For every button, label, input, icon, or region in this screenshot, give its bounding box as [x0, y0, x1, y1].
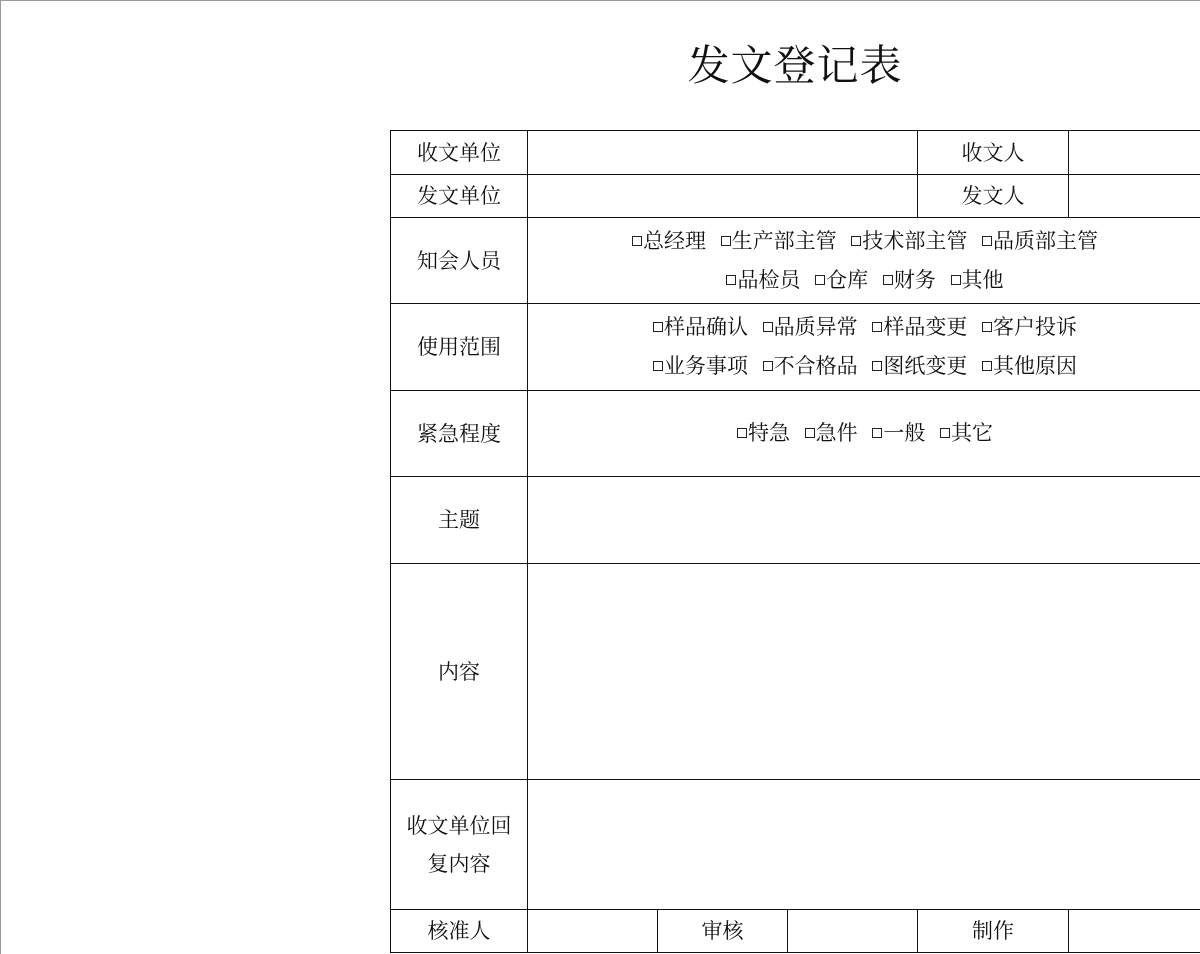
checkbox-icon	[851, 236, 861, 246]
urgency-options	[528, 391, 1200, 477]
checkbox-sample-confirm[interactable]: 样品确认	[653, 315, 748, 339]
checkbox-icon	[872, 322, 882, 332]
label-subject: 主题	[391, 477, 528, 564]
table-row-urgency	[391, 391, 1200, 477]
checkbox-icon	[763, 322, 773, 332]
label-send-unit: 发文单位	[391, 175, 528, 218]
checkbox-urgent[interactable]: 急件	[805, 421, 858, 445]
field-receiver[interactable]	[1069, 131, 1200, 175]
checkbox-normal[interactable]: 一般	[872, 421, 925, 445]
label-urgency: 紧急程度	[391, 391, 528, 477]
checkbox-icon	[805, 428, 815, 438]
table-row-content	[391, 564, 1200, 780]
checkbox-icon	[940, 428, 950, 438]
checkbox-nonconforming[interactable]: 不合格品	[763, 354, 858, 378]
checkbox-icon	[815, 275, 825, 285]
checkbox-drawing-change[interactable]: 图纸变更	[872, 354, 967, 378]
checkbox-icon	[951, 275, 961, 285]
notify-options	[528, 218, 1200, 304]
label-maker: 制作	[918, 910, 1069, 953]
checkbox-urgency-other[interactable]: 其它	[940, 421, 993, 445]
checkbox-finance[interactable]: 财务	[883, 268, 936, 292]
table-row-scope	[391, 304, 1200, 391]
table-row-notify	[391, 218, 1200, 304]
checkbox-tech-supervisor[interactable]: 技术部主管	[851, 229, 967, 253]
field-subject[interactable]	[528, 477, 1200, 564]
checkbox-icon	[653, 322, 663, 332]
label-receiver: 收文人	[918, 131, 1069, 175]
checkbox-production-supervisor[interactable]: 生产部主管	[721, 229, 837, 253]
table-row-subject	[391, 477, 1200, 564]
checkbox-customer-complaint[interactable]: 客户投诉	[982, 315, 1077, 339]
field-reviewer[interactable]	[788, 910, 918, 953]
field-reply[interactable]	[528, 780, 1200, 910]
checkbox-icon	[721, 236, 731, 246]
checkbox-icon	[763, 361, 773, 371]
checkbox-notify-other[interactable]: 其他	[951, 268, 1004, 292]
checkbox-quality-abnormal[interactable]: 品质异常	[763, 315, 858, 339]
notify-options-line-2	[528, 261, 1200, 300]
field-maker[interactable]	[1069, 910, 1200, 953]
checkbox-inspector[interactable]: 品检员	[726, 268, 800, 292]
table-row-send	[391, 175, 1200, 218]
table-row-receive	[391, 131, 1200, 175]
table-row-signatures	[391, 910, 1200, 953]
checkbox-icon	[653, 361, 663, 371]
field-receive-unit[interactable]	[528, 131, 918, 175]
checkbox-icon	[872, 361, 882, 371]
checkbox-general-manager[interactable]: 总经理	[632, 229, 706, 253]
notify-options-line-1	[528, 222, 1200, 261]
registration-form-table	[390, 130, 1200, 953]
label-content: 内容	[391, 564, 528, 780]
checkbox-other-reason[interactable]: 其他原因	[982, 354, 1077, 378]
field-send-unit[interactable]	[528, 175, 918, 218]
checkbox-quality-supervisor[interactable]: 品质部主管	[982, 229, 1098, 253]
checkbox-icon	[982, 322, 992, 332]
urgency-options-line	[528, 414, 1200, 453]
table-row-reply	[391, 780, 1200, 910]
label-notify: 知会人员	[391, 218, 528, 304]
checkbox-icon	[632, 236, 642, 246]
checkbox-icon	[883, 275, 893, 285]
checkbox-sample-change[interactable]: 样品变更	[872, 315, 967, 339]
checkbox-icon	[982, 236, 992, 246]
field-content[interactable]	[528, 564, 1200, 780]
checkbox-icon	[726, 275, 736, 285]
label-reply: 收文单位回 复内容	[391, 780, 528, 910]
label-sender: 发文人	[918, 175, 1069, 218]
checkbox-icon	[872, 428, 882, 438]
label-reviewer: 审核	[658, 910, 788, 953]
label-receive-unit: 收文单位	[391, 131, 528, 175]
scope-options-line-2	[528, 347, 1200, 386]
checkbox-warehouse[interactable]: 仓库	[815, 268, 868, 292]
field-sender[interactable]	[1069, 175, 1200, 218]
label-approver: 核准人	[391, 910, 528, 953]
field-approver[interactable]	[528, 910, 658, 953]
checkbox-business-matter[interactable]: 业务事项	[653, 354, 748, 378]
checkbox-icon	[737, 428, 747, 438]
page-title: 发文登记表	[687, 41, 903, 90]
checkbox-icon	[982, 361, 992, 371]
checkbox-very-urgent[interactable]: 特急	[737, 421, 790, 445]
scope-options	[528, 304, 1200, 391]
label-scope: 使用范围	[391, 304, 528, 391]
scope-options-line-1	[528, 308, 1200, 347]
